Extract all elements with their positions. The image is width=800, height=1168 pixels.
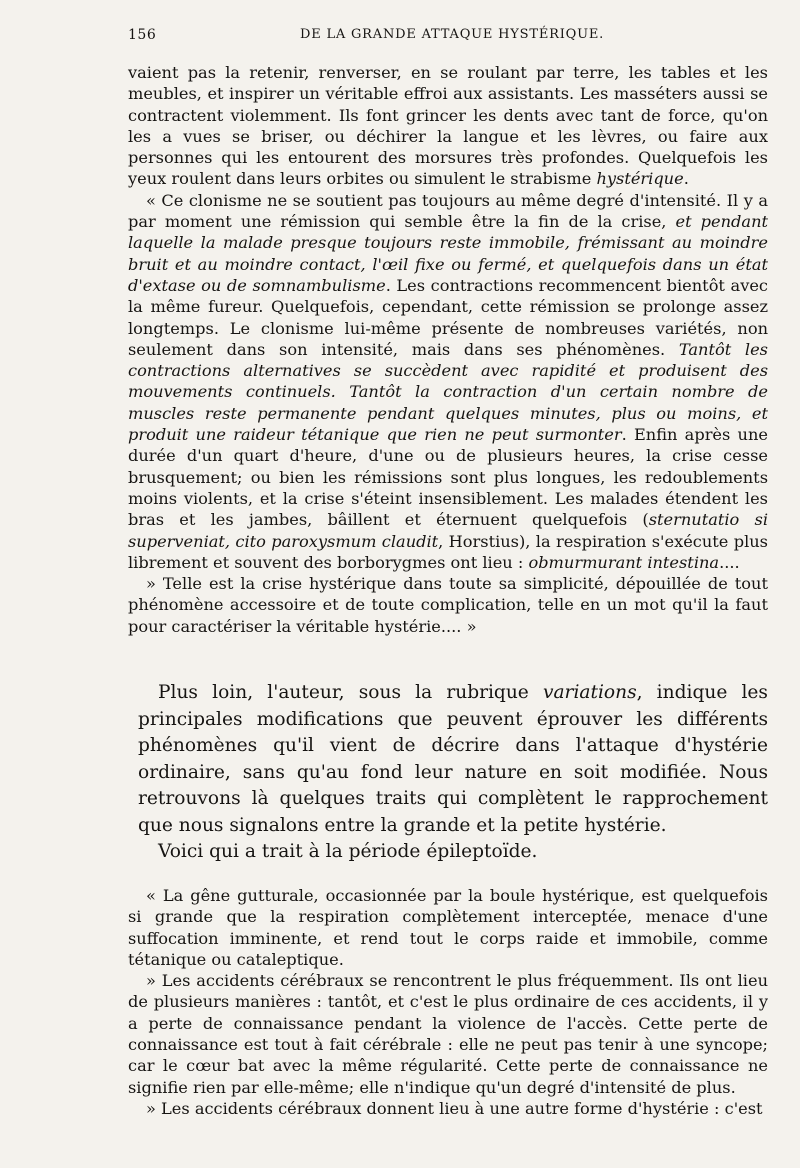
quote2-paragraph-2: » Les accidents cérébraux se rencontrent le plus fréquemment. Ils ont lieu de plusieurs manières : tantôt, et c'est le plus ordinaire de ces accidents, il y a perte de connaissance pendant la violence de l'accès. Cette perte de connaissance est tout à fait cérébrale : elle ne peut pas tenir à une syncope; car le cœur bat avec la même régularité. Cette perte de connaissance ne signifie rien par elle-même; elle n'indique qu'un degré d'intensité de plus. [128,971,768,1097]
body-paragraph-2: Voici qui a trait à la période épileptoïde. [158,841,538,862]
quoted-passage-2 [128,885,768,1119]
body-paragraph-1: Plus loin, l'auteur, sous la rubrique variations, indique les principales modifications que peuvent éprouver les différents phénomènes qu'il vient de décrire dans l'attaque d'hystérie ordinaire, sans qu'au fond leur nature en soit modifiée. Nous retrouvons là quelques traits qui complètent le rapprochement que nous signalons entre la grande et la petite hystérie. [138,682,768,836]
running-title: DE LA GRANDE ATTAQUE HYSTÉRIQUE. [300,27,605,42]
quote2-paragraph-1: « La gêne gutturale, occasionnée par la boule hystérique, est quelquefois si grande que la respiration complètement interceptée, menace d'une suffocation imminente, et rend tout le corps raide et immobile, comme tétanique ou cataleptique. [128,886,768,969]
quote1-paragraph-2: « Ce clonisme ne se soutient pas toujours au même degré d'intensité. Il y a par moment une rémission qui semble être la fin de la crise, et pendant laquelle la malade presque toujours reste immobile, frémissant au moindre bruit et au moindre contact, l'œil fixe ou fermé, et quelquefois dans un état d'extase ou de somnambulisme. Les contractions recommencent bientôt avec la même fureur. Quelquefois, cependant, cette rémission se prolonge assez longtemps. Le clonisme lui-même présente de nombreuses variétés, non seulement dans son intensité, mais dans ses phénomènes. Tantôt les contractions alternatives se succèdent avec rapidité et produisent des mouvements continuels. Tantôt la contraction d'un certain nombre de muscles reste permanente pendant quelques minutes, plus ou moins, et produit une raideur tétanique que rien ne peut surmonter. Enfin après une durée d'un quart d'heure, d'une ou de plusieurs heures, la crise cesse brusquement; ou bien les rémissions sont plus longues, les redoublements moins violents, et la crise s'éteint insensiblement. Les malades étendent les bras et les jambes, bâillent et éternuent quelquefois (sternutatio si superveniat, cito paroxysmum claudit, Horstius), la respiration s'exécute plus librement et souvent des borborygmes ont lieu : obmurmurant intestina.... [128,190,769,572]
quoted-passage-1 [128,62,768,637]
quote2-paragraph-3: » Les accidents cérébraux donnent lieu à une autre forme d'hystérie : c'est [146,1098,763,1118]
page-number: 156 [128,27,157,43]
quote1-paragraph-1: vaient pas la retenir, renverser, en se roulant par terre, les tables et les meubles, et inspirer un véritable effroi aux assistants. Les masséters aussi se contractent violemment. Ils font grincer les dents avec tant de force, qu'on les a vues se briser, ou déchirer la langue et les lèvres, ou faire aux personnes qui les entourent des morsures très profondes. Quelquefois les yeux roulent dans leurs orbites ou simulent le strabisme hystérique. [128,63,768,189]
page-header [128,27,768,49]
main-text [138,680,768,866]
quote1-paragraph-3: » Telle est la crise hystérique dans toute sa simplicité, dépouillée de tout phénomène accessoire et de toute complication, telle en un mot qu'il la faut pour caractériser la véritable hystérie.... » [128,574,768,636]
